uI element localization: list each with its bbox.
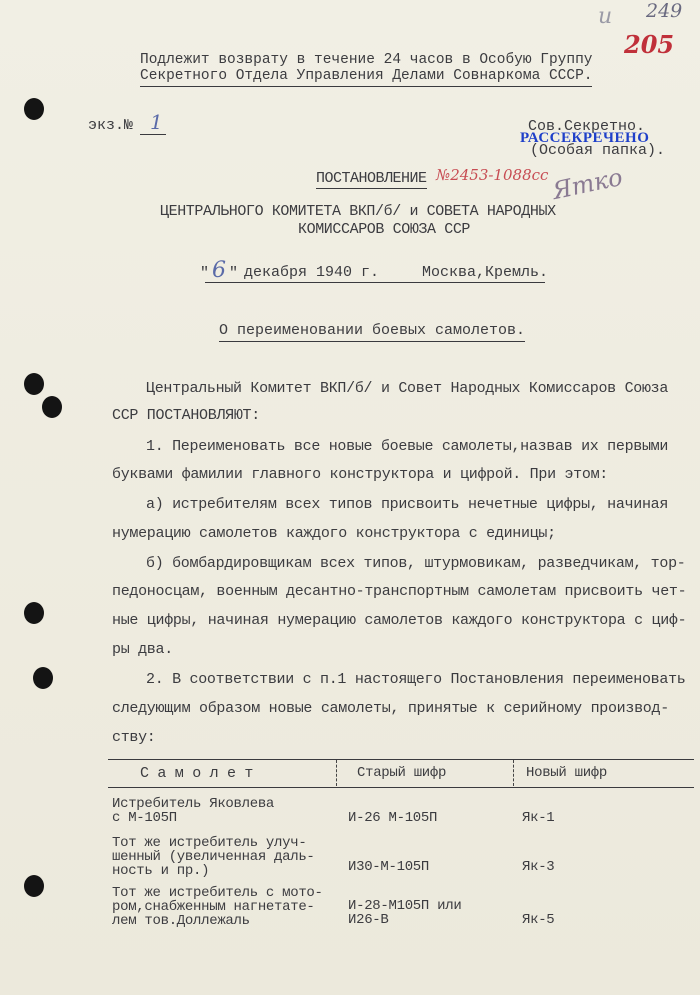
date-underline <box>205 282 545 283</box>
paragraph-line: Центральный Комитет ВКП/б/ и Совет Народных Комиссаров Союза <box>146 380 669 397</box>
paragraph-line: буквами фамилии главного конструктора и цифрой. При этом: <box>112 466 608 483</box>
classification-line-2: (Особая папка). <box>530 142 666 159</box>
paragraph-line: 1. Переименовать все новые боевые самолеты,назвав их первыми <box>146 438 669 455</box>
paragraph-line: 2. В соответствии с п.1 настоящего Постановления переименовать <box>146 671 686 688</box>
document-number: №2453-1088сс <box>436 166 549 184</box>
document-subject: О переименовании боевых самолетов. <box>219 322 525 342</box>
declassified-stamp: РАССЕКРЕЧЕНО <box>520 130 650 146</box>
issuer-line-1: ЦЕНТРАЛЬНОГО КОМИТЕТА ВКП/б/ и СОВЕТА НАРОДНЫХ <box>160 203 556 220</box>
copy-label: экз.№ <box>88 117 134 134</box>
table-header-old-code: Старый шифр <box>357 765 447 781</box>
paragraph-line: ры два. <box>112 641 173 658</box>
copy-number: 1 <box>150 110 163 134</box>
date-open-quote: " <box>200 265 210 282</box>
paragraph-line: а) истребителям всех типов присвоить нечетные цифры, начиная <box>146 496 669 513</box>
punch-hole <box>24 602 44 624</box>
table-row-new-code: Як-3 <box>522 859 555 875</box>
return-notice-line-1: Подлежит возврату в течение 24 часов в Особую Группу <box>140 52 593 68</box>
issuer-line-2: КОМИССАРОВ СОЮЗА ССР <box>298 221 471 238</box>
table-top-rule <box>108 759 694 760</box>
table-row-plane: Тот же истребитель с мото- ром,снабженным нагнетате- лем тов.Доллежаль <box>112 885 323 929</box>
paragraph-line: б) бомбардировщикам всех типов, штурмовикам, разведчикам, тор- <box>146 555 686 572</box>
table-row-new-code: Як-5 <box>522 912 555 928</box>
punch-hole <box>42 396 62 418</box>
date-place: Москва,Кремль. <box>422 264 549 281</box>
copy-number-underline <box>140 134 166 135</box>
red-page-number: 205 <box>624 30 675 59</box>
table-header-plane: С а м о л е т <box>140 765 254 782</box>
table-row-old-code: И30-М-105П <box>348 859 430 875</box>
table-column-divider <box>336 760 337 786</box>
paragraph-line: педоносцам, военным десантно-транспортным самолетам присвоить чет- <box>112 583 687 600</box>
signature-mark: Ятко <box>549 162 626 206</box>
document-type-title: ПОСТАНОВЛЕНИЕ <box>316 170 427 187</box>
date-day: 6 <box>212 258 227 283</box>
classification-line-1: Сов.Секретно. <box>528 118 646 135</box>
punch-hole <box>24 98 44 120</box>
paragraph-line: следующим образом новые самолеты, принятые к серийному производ- <box>112 700 669 717</box>
table-row-new-code: Як-1 <box>522 810 555 826</box>
punch-hole <box>24 875 44 897</box>
table-header-rule <box>108 787 694 788</box>
table-column-divider <box>513 760 514 786</box>
table-row-plane: Тот же истребитель улуч- шенный (увеличенная даль- ность и пр.) <box>112 835 315 879</box>
table-row-plane: Истребитель Яковлева с М-105П <box>112 796 275 826</box>
pencil-mark: u <box>598 4 613 29</box>
archive-page-number: 249 <box>646 0 683 22</box>
paragraph-line: ССР ПОСТАНОВЛЯЮТ: <box>112 407 260 424</box>
date-rest: декабря 1940 г. <box>244 264 380 281</box>
return-notice-line-2: Секретного Отдела Управления Делами Совнаркома СССР. <box>140 68 592 87</box>
punch-hole <box>33 667 53 689</box>
paragraph-line: нумерацию самолетов каждого конструктора с единицы; <box>112 525 556 542</box>
date-line <box>200 258 238 283</box>
paragraph-line: ству: <box>112 729 156 746</box>
punch-hole <box>24 373 44 395</box>
table-row-old-code: И-26 М-105П <box>348 810 438 826</box>
table-header-new-code: Новый шифр <box>526 765 608 781</box>
table-row-old-code: И-28-М105П или И26-В <box>348 898 462 928</box>
paragraph-line: ные цифры, начиная нумерацию самолетов каждого конструктора с циф- <box>112 612 687 629</box>
date-close-quote: " <box>229 265 239 282</box>
